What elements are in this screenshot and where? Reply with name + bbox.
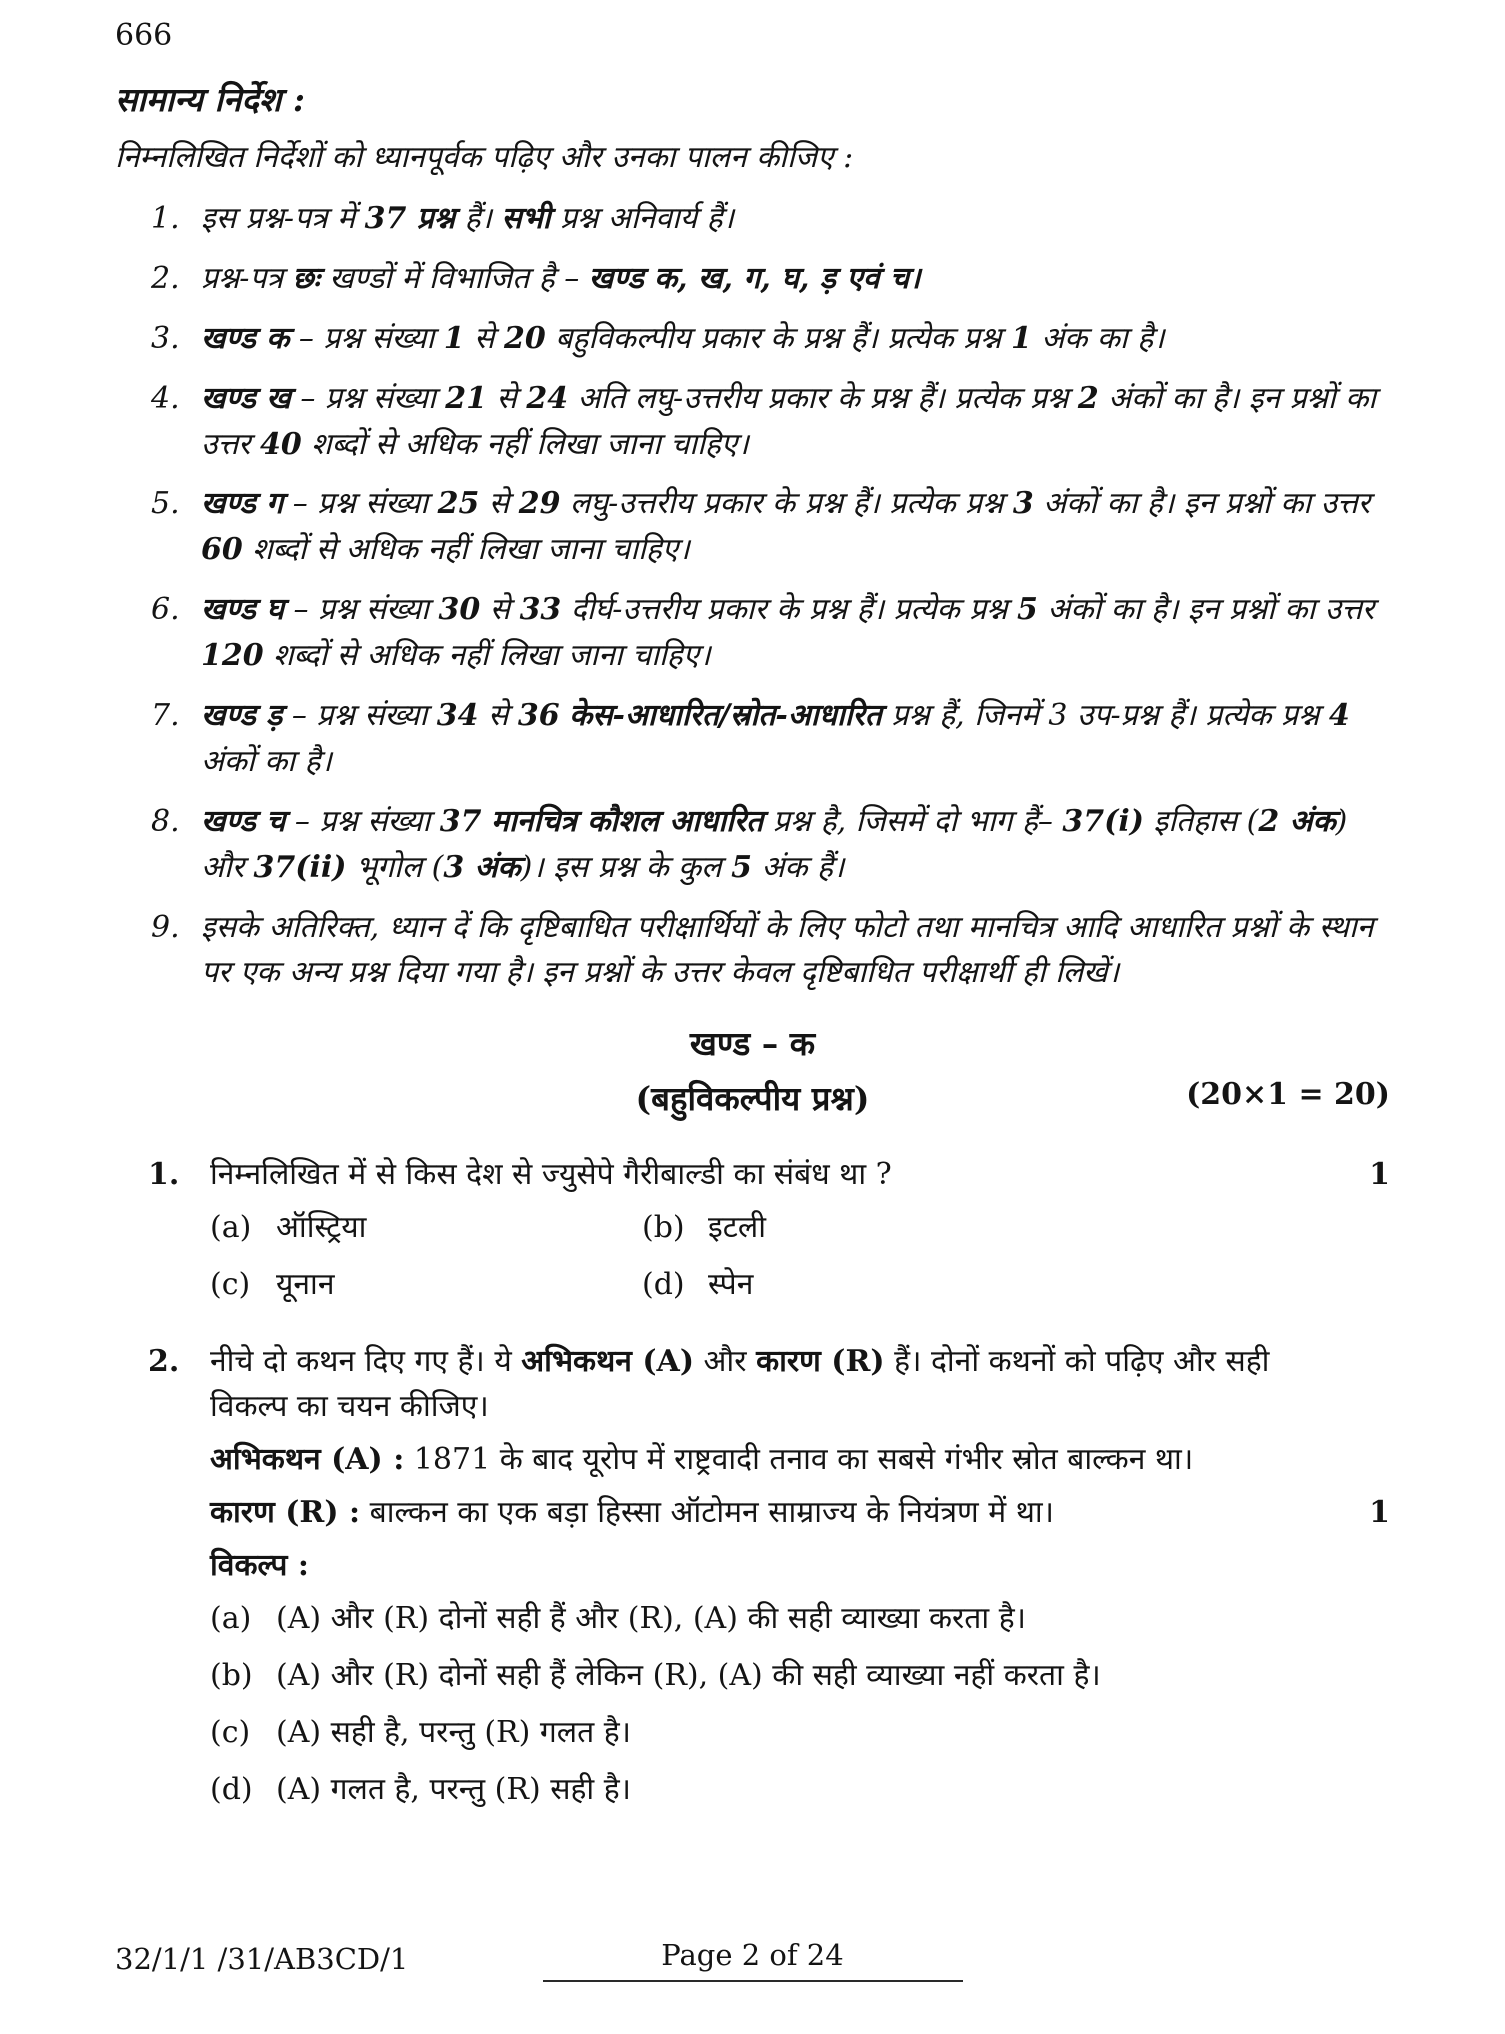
option-label: (d)	[642, 1267, 685, 1303]
text-segment: इतिहास (	[1143, 803, 1259, 839]
option-d	[642, 1262, 1390, 1307]
instruction-number: 3.	[151, 320, 180, 356]
text-segment: छः	[292, 260, 320, 296]
text-segment: सभी	[501, 201, 551, 236]
option-label: (b)	[642, 1210, 685, 1246]
text-segment: खण्ड क, ख, ग, घ, ड़ एवं च।	[588, 260, 921, 296]
instruction-text	[201, 905, 1390, 997]
instruction-number: 4.	[151, 380, 180, 416]
text-segment: खण्ड ग	[201, 486, 284, 522]
footer-page-block	[543, 1938, 963, 1982]
text-segment: 1	[1010, 320, 1032, 356]
text-segment: 37 प्रश्न	[364, 201, 456, 236]
question-line	[210, 1339, 1390, 1429]
questions-area	[115, 1152, 1390, 1812]
text-segment: अंक हैं।	[751, 849, 845, 885]
text-segment	[482, 804, 492, 839]
text-segment: – प्रश्न संख्या	[290, 380, 446, 416]
text-segment: मानचित्र कौशल आधारित	[491, 803, 764, 839]
instruction-text	[201, 256, 1390, 302]
option-text: ऑस्ट्रिया	[276, 1210, 367, 1246]
text-segment: निम्नलिखित में से किस देश से ज्युसेपे गैरीबाल्डी का संबंध था ?	[210, 1157, 892, 1193]
text-segment: भूगोल (	[346, 849, 444, 885]
option-text: (A) और (R) दोनों सही हैं लेकिन (R), (A) की सही व्याख्या नहीं करता है।	[276, 1658, 1101, 1694]
footer-page-number: Page 2 of 24	[661, 1938, 844, 1972]
question-number: 1.	[148, 1157, 180, 1193]
text-segment: कारण (R) :	[210, 1495, 361, 1531]
text-segment: कारण (R)	[756, 1344, 885, 1380]
option-label: (c)	[210, 1267, 251, 1303]
text-segment: 37(ii)	[253, 849, 347, 885]
text-segment: 1871 के बाद यूरोप में राष्ट्रवादी तनाव का सबसे गंभीर स्रोत बाल्कन था।	[404, 1442, 1194, 1478]
option-label: (a)	[210, 1601, 252, 1637]
text-segment: 3 अंक	[443, 849, 521, 885]
instruction-text	[201, 481, 1390, 573]
text-segment: 3	[1012, 486, 1034, 522]
text-segment: 29	[518, 486, 561, 522]
instruction-number: 7.	[151, 698, 180, 734]
text-segment: खण्ड क	[201, 320, 290, 356]
question-line	[210, 1490, 1390, 1535]
text-segment: 5	[1017, 592, 1038, 628]
instruction-item-6	[151, 587, 1390, 679]
footer-underline	[543, 1980, 963, 1982]
text-segment: ) और	[201, 803, 1348, 885]
text-segment: खण्ड च	[201, 803, 286, 839]
text-segment: शब्दों से अधिक नहीं लिखा जाना चाहिए।	[263, 638, 711, 674]
question-line	[210, 1437, 1390, 1482]
text-segment: से	[478, 698, 518, 734]
text-segment: इस प्रश्न-पत्र में	[201, 201, 365, 236]
instruction-text	[201, 316, 1390, 362]
text-segment: 4	[1328, 698, 1350, 734]
question-text	[210, 1548, 309, 1583]
question-text	[210, 1157, 892, 1192]
text-segment: अभिकथन (A)	[521, 1344, 695, 1380]
question-number: 2.	[148, 1344, 180, 1380]
text-segment: – प्रश्न संख्या	[282, 698, 437, 734]
option-a	[210, 1205, 642, 1250]
footer-paper-code: 32/1/1 /31/AB3CD/1	[115, 1942, 409, 1976]
options-grid	[210, 1596, 1390, 1812]
instruction-item-5	[151, 481, 1390, 573]
instruction-item-9	[151, 905, 1390, 997]
text-segment: लघु-उत्तरीय प्रकार के प्रश्न हैं। प्रत्येक प्रश्न	[560, 486, 1013, 522]
instruction-item-1	[151, 196, 1390, 242]
page-code-number: 666	[115, 18, 173, 53]
text-segment: खण्डों में विभाजित है –	[319, 260, 589, 296]
instructions-intro: निम्नलिखित निर्देशों को ध्यानपूर्वक पढ़िए और उनका पालन कीजिए :	[115, 140, 854, 175]
text-segment: – प्रश्न संख्या	[285, 803, 440, 839]
text-segment: से	[480, 592, 520, 628]
text-segment: 37	[439, 803, 482, 839]
text-segment: खण्ड ड़	[201, 698, 283, 734]
text-segment: नीचे दो कथन दिए गए हैं। ये	[210, 1344, 522, 1380]
text-segment: 120	[201, 638, 264, 674]
text-segment: अभिकथन (A) :	[210, 1442, 405, 1478]
text-segment: अति लघु-उत्तरीय प्रकार के प्रश्न हैं। प्रत्येक प्रश्न	[568, 380, 1078, 416]
text-segment: शब्दों से अधिक नहीं लिखा जाना चाहिए।	[242, 532, 690, 568]
text-segment: )। इस प्रश्न के कुल	[520, 849, 732, 885]
text-segment: खण्ड घ	[201, 592, 285, 628]
text-segment: 2	[1077, 380, 1099, 416]
text-segment: 60	[201, 532, 243, 568]
text-segment: विकल्प :	[210, 1548, 309, 1584]
text-segment: से	[487, 380, 527, 416]
text-segment: 24	[526, 380, 569, 416]
text-segment: 37(i)	[1062, 803, 1144, 839]
option-text: (A) गलत है, परन्तु (R) सही है।	[276, 1772, 632, 1808]
text-segment: – प्रश्न संख्या	[283, 486, 438, 522]
text-segment: अंकों का है। इन प्रश्नों का उत्तर	[1033, 486, 1371, 522]
question-2	[115, 1339, 1390, 1812]
text-segment: प्रश्न-पत्र	[201, 260, 293, 296]
option-c	[210, 1262, 642, 1307]
instruction-text	[201, 587, 1390, 679]
text-segment: से	[479, 486, 519, 522]
option-b	[210, 1653, 1390, 1698]
question-line	[210, 1543, 1390, 1588]
section-subtitle: (बहुविकल्पीय प्रश्न)	[635, 1079, 870, 1119]
text-segment: 5	[731, 849, 752, 885]
general-instructions-heading: सामान्य निर्देश :	[115, 80, 305, 119]
text-segment: अंकों का है।	[201, 743, 332, 779]
text-segment: केस-आधारित/स्रोत-आधारित	[569, 698, 882, 734]
text-segment: 40	[259, 426, 302, 462]
option-text: स्पेन	[708, 1267, 754, 1303]
text-segment: हैं। दोनों कथनों को पढ़िए और सही विकल्प का चयन कीजिए।	[210, 1344, 1270, 1425]
instruction-number: 6.	[151, 592, 180, 628]
text-segment: से	[464, 320, 504, 356]
instruction-number: 2.	[151, 260, 180, 296]
text-segment: अंकों का है। इन प्रश्नों का उत्तर	[201, 380, 1376, 462]
text-segment: बहुविकल्पीय प्रकार के प्रश्न हैं। प्रत्येक प्रश्न	[545, 320, 1011, 356]
option-label: (a)	[210, 1210, 252, 1246]
question-line	[210, 1152, 1390, 1197]
text-segment: 20	[504, 320, 546, 356]
instruction-text	[201, 196, 1390, 242]
section-title: खण्ड – क	[689, 1024, 816, 1064]
instruction-item-3	[151, 316, 1390, 362]
instruction-text	[201, 376, 1390, 468]
option-text: (A) सही है, परन्तु (R) गलत है।	[276, 1715, 632, 1751]
instructions-list	[115, 196, 1390, 996]
instruction-item-2	[151, 256, 1390, 302]
text-segment: 2 अंक	[1258, 803, 1336, 839]
option-text: (A) और (R) दोनों सही हैं और (R), (A) की सही व्याख्या करता है।	[276, 1601, 1027, 1637]
text-segment: – प्रश्न संख्या	[289, 320, 444, 356]
text-segment: 30	[438, 592, 481, 628]
option-label: (d)	[210, 1772, 253, 1808]
section-subtitle-row	[115, 1075, 1390, 1120]
option-label: (b)	[210, 1658, 253, 1694]
text-segment: 21	[445, 380, 488, 416]
text-segment: इसके अतिरिक्त, ध्यान दें कि दृष्टिबाधित परीक्षार्थियों के लिए फोटो तथा मानचित्र आदि आधारित प्रश्नों के स्थान पर एक अन्य प्रश्न दिया गया है। इन प्रश्नों के उत्तर केवल दृष्टिबाधित परीक्षार्थी ही लिखें।	[201, 909, 1374, 991]
instruction-number: 9.	[151, 909, 180, 945]
text-segment: हैं।	[455, 201, 502, 236]
instruction-text	[201, 693, 1390, 785]
question-text	[210, 1495, 1054, 1530]
option-b	[642, 1205, 1390, 1250]
text-segment: शब्दों से अधिक नहीं लिखा जाना चाहिए।	[301, 426, 749, 462]
options-grid	[210, 1205, 1390, 1307]
question-text	[210, 1344, 1269, 1424]
instruction-item-7	[151, 693, 1390, 785]
text-segment: – प्रश्न संख्या	[284, 592, 439, 628]
instruction-number: 1.	[151, 201, 180, 236]
instruction-number: 5.	[151, 486, 180, 522]
text-segment: 33	[519, 592, 562, 628]
option-a	[210, 1596, 1390, 1641]
text-segment: प्रश्न हैं, जिनमें 3 उप-प्रश्न हैं। प्रत्येक प्रश्न	[881, 698, 1329, 734]
text-segment: 25	[437, 486, 480, 522]
section-marks-scheme: (20×1 = 20)	[1186, 1077, 1390, 1113]
instruction-number: 8.	[151, 803, 180, 839]
text-segment: दीर्घ-उत्तरीय प्रकार के प्रश्न हैं। प्रत्येक प्रश्न	[561, 592, 1018, 628]
text-segment: 34	[436, 698, 479, 734]
question-body	[210, 1152, 1390, 1307]
instruction-text	[201, 799, 1390, 891]
text-segment: 36	[517, 698, 560, 734]
question-marks: 1	[1369, 1495, 1390, 1531]
option-c	[210, 1710, 1390, 1755]
instruction-item-8	[151, 799, 1390, 891]
text-segment: प्रश्न अनिवार्य हैं।	[550, 201, 734, 236]
option-label: (c)	[210, 1715, 251, 1751]
text-segment: 1	[443, 320, 465, 356]
option-text: यूनान	[276, 1267, 335, 1303]
text-segment	[560, 698, 570, 733]
question-body	[210, 1339, 1390, 1812]
text-segment: प्रश्न है, जिसमें दो भाग हैं–	[763, 803, 1063, 839]
question-text	[210, 1442, 1193, 1477]
text-segment: अंकों का है। इन प्रश्नों का उत्तर	[1037, 592, 1375, 628]
option-text: इटली	[708, 1210, 766, 1246]
text-segment: बाल्कन का एक बड़ा हिस्सा ऑटोमन साम्राज्य के नियंत्रण में था।	[360, 1495, 1055, 1531]
question-marks: 1	[1369, 1157, 1390, 1193]
instruction-item-4	[151, 376, 1390, 468]
text-segment: अंक का है।	[1031, 320, 1165, 356]
text-segment: खण्ड ख	[201, 380, 291, 416]
option-d	[210, 1767, 1390, 1812]
text-segment: और	[694, 1344, 757, 1380]
question-1	[115, 1152, 1390, 1307]
